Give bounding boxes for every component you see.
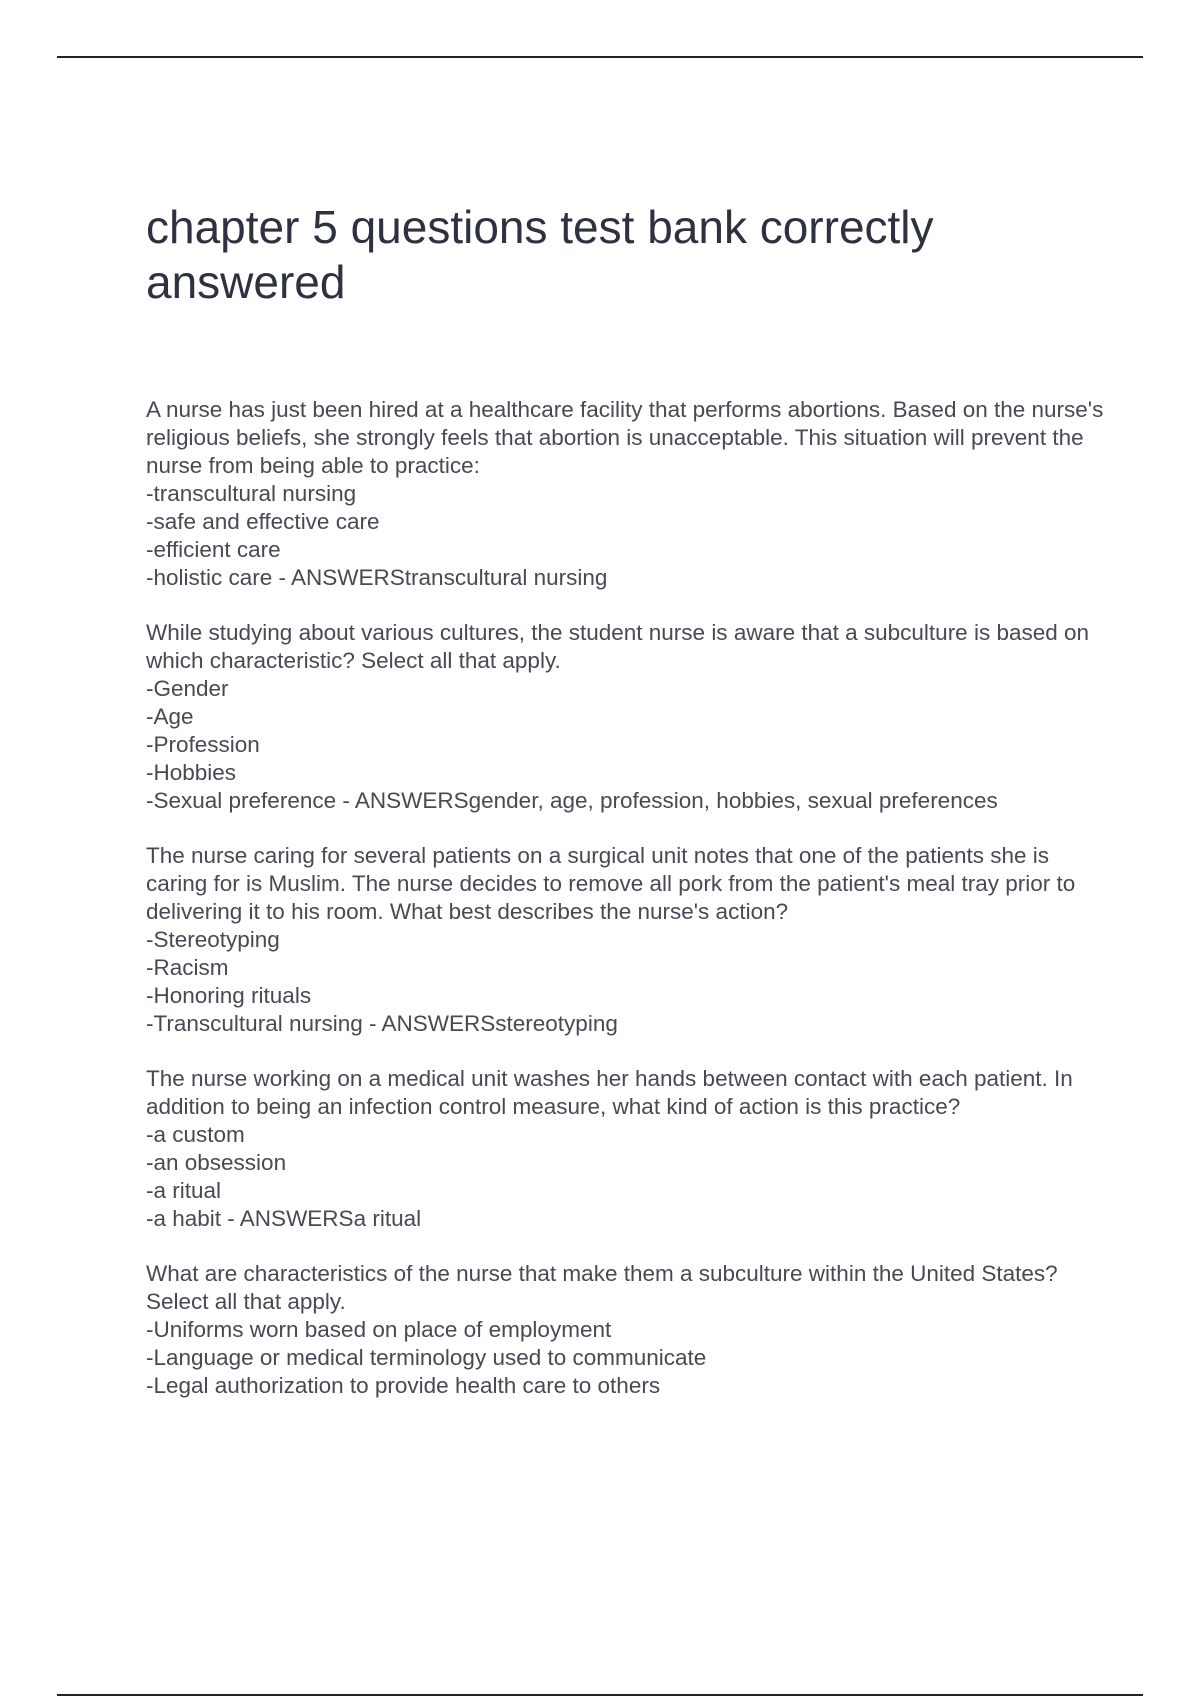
- answer-option: -transcultural nursing: [146, 481, 357, 506]
- question-block: [146, 842, 1106, 1038]
- answer-option: -Uniforms worn based on place of employment: [146, 1317, 612, 1342]
- answer-option: -a habit - ANSWERSa ritual: [146, 1206, 422, 1231]
- question-block: [146, 1065, 1106, 1233]
- question-stem: The nurse caring for several patients on a surgical unit notes that one of the patients she is caring for is Muslim. The nurse decides to remove all pork from the patient's meal tray prior to delivering it to his room. What best describes the nurse's action?: [146, 843, 1076, 924]
- answer-option: -safe and effective care: [146, 509, 380, 534]
- answer-option: -a custom: [146, 1122, 245, 1147]
- answer-option: -holistic care - ANSWERStranscultural nursing: [146, 565, 608, 590]
- question-stem: What are characteristics of the nurse that make them a subculture within the United States? Select all that apply.: [146, 1261, 1058, 1314]
- answer-option: -a ritual: [146, 1178, 222, 1203]
- question-block: [146, 619, 1106, 815]
- question-block: [146, 1260, 1106, 1400]
- answer-option: -Transcultural nursing - ANSWERSstereotyping: [146, 1011, 618, 1036]
- answer-option: -efficient care: [146, 537, 281, 562]
- answer-option: -Stereotyping: [146, 927, 280, 952]
- answer-option: -Age: [146, 704, 194, 729]
- answer-option: -Legal authorization to provide health care to others: [146, 1373, 661, 1398]
- question-stem: The nurse working on a medical unit washes her hands between contact with each patient. In addition to being an infection control measure, what kind of action is this practice?: [146, 1066, 1073, 1119]
- question-block: [146, 396, 1106, 592]
- answer-option: -Hobbies: [146, 760, 237, 785]
- question-list: [146, 396, 1106, 1427]
- header-rule: [57, 56, 1143, 58]
- answer-option: -an obsession: [146, 1150, 287, 1175]
- answer-option: -Gender: [146, 676, 229, 701]
- answer-option: -Racism: [146, 955, 229, 980]
- question-stem: While studying about various cultures, the student nurse is aware that a subculture is based on which characteristic? Select all that apply.: [146, 620, 1090, 673]
- footer-rule: [57, 1694, 1143, 1696]
- answer-option: -Profession: [146, 732, 260, 757]
- answer-option: -Language or medical terminology used to communicate: [146, 1345, 707, 1370]
- page-title: chapter 5 questions test bank correctly answered: [146, 201, 934, 308]
- answer-option: -Honoring rituals: [146, 983, 312, 1008]
- question-stem: A nurse has just been hired at a healthcare facility that performs abortions. Based on the nurse's religious beliefs, she strongly feels that abortion is unacceptable. This situation will prevent the nurse from being able to practice:: [146, 397, 1104, 478]
- answer-option: -Sexual preference - ANSWERSgender, age, profession, hobbies, sexual preferences: [146, 788, 998, 813]
